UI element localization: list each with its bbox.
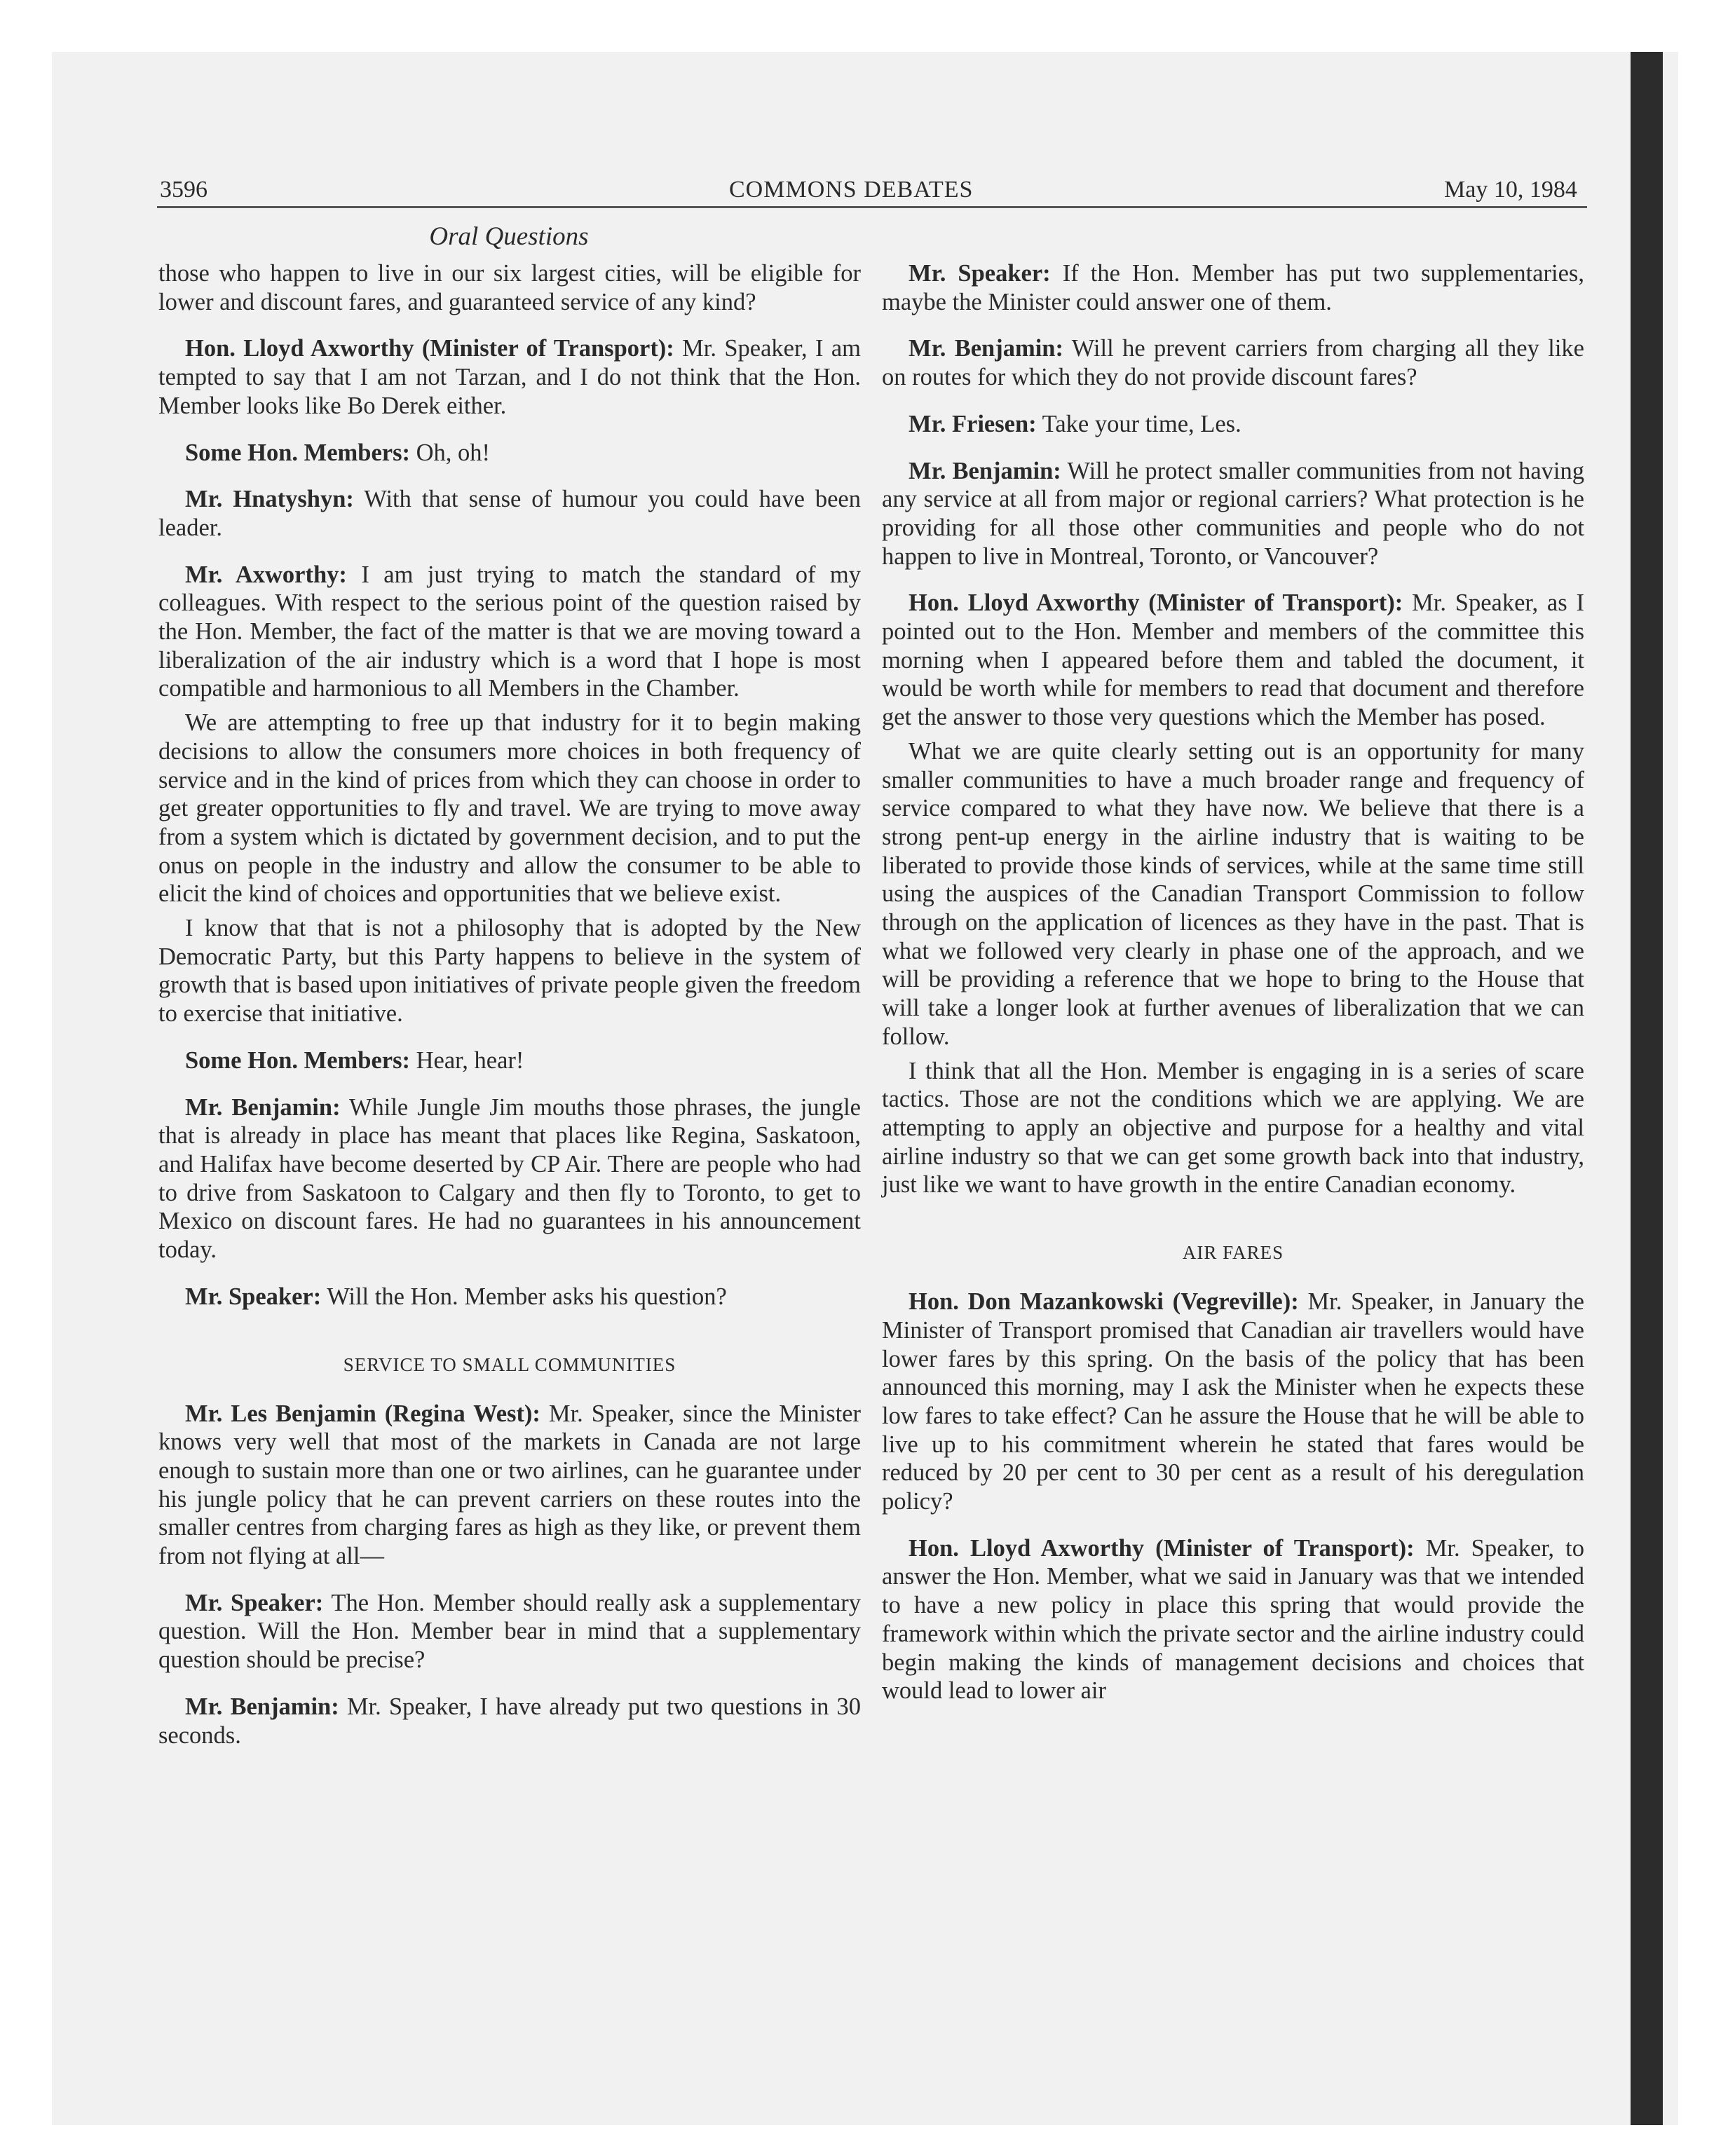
speaker-name: Hon. Lloyd Axworthy (Minister of Transport):	[909, 589, 1403, 617]
paragraph: Mr. Axworthy: I am just trying to match the standard of my colleagues. With respect to the serious point of the question raised by the Hon. Member, the fact of the matter is that we are moving toward a liberalization of the air industry which is a word that I hope is most compatible and harmonious to all Members in the Chamber.	[158, 561, 861, 702]
paragraph: Mr. Speaker: The Hon. Member should really ask a supplementary question. Will the Hon. Member bear in mind that a supplementary question should be precise?	[158, 1589, 862, 1674]
paragraph: What we are quite clearly setting out is an opportunity for many smaller communities to have a much broader range and frequency of service compared to what they have now. We believe that there is a strong pent-up energy in the airline industry that is waiting to be liberated to provide those kinds of services, while at the same time still using the auspices of the Canadian Transport Commission to follow through on the application of licences as they have in the past. That is what we followed very clearly in phase one of the approach, and we will be providing a reference that we hope to bring to the House that will take a longer look at further avenues of liberalization that we can follow.	[882, 737, 1584, 1050]
speaker-name: Mr. Speaker:	[185, 1283, 322, 1310]
speaker-name: Mr. Speaker:	[909, 260, 1051, 287]
speaker-name: Mr. Benjamin:	[909, 335, 1063, 362]
speaker-name: Mr. Benjamin:	[909, 457, 1061, 484]
paragraph: We are attempting to free up that industry for it to begin making decisions to allow the consumers more choices in both frequency of service and in the kind of prices from which they can choose in order to get greater opportunities to fly and travel. We are trying to move away from a system which is dictated by government decision, and to put the onus on people in the industry and allow the consumer to be able to elicit the kind of choices and opportunities that we believe exist.	[158, 709, 861, 908]
speaker-name: Hon. Lloyd Axworthy (Minister of Transport):	[185, 335, 674, 362]
header-rule	[157, 206, 1587, 208]
paragraph: Mr. Hnatyshyn: With that sense of humour you could have been leader.	[158, 486, 861, 541]
speaker-name: Mr. Speaker:	[185, 1589, 324, 1616]
speaker-name: Hon. Lloyd Axworthy (Minister of Transport):	[909, 1534, 1415, 1562]
paragraph: Hon. Don Mazankowski (Vegreville): Mr. Speaker, in January the Minister of Transport promised that Canadian air travellers would have lower fares by this spring. On the basis of the policy that has been announced this morning, may I ask the Minister when he expects these low fares to take effect? Can he assure the House that he will be able to live up to his commitment wherein he stated that fares would be reduced by 20 per cent to 30 per cent as a result of his deregulation policy?	[882, 1288, 1584, 1515]
paragraph: I think that all the Hon. Member is engaging in is a series of scare tactics. Those are not the conditions which we are applying. We are attempting to apply an objective and purpose for a healthy and vital airline industry so that we can get some growth back into that industry, just like we want to have growth in the entire Canadian economy.	[882, 1057, 1584, 1199]
speaker-name: Mr. Hnatyshyn:	[185, 486, 354, 513]
paragraph: Mr. Benjamin: Will he prevent carriers from charging all they like on routes for which they do not provide discount fares?	[882, 335, 1584, 391]
speaker-name: Some Hon. Members:	[185, 439, 410, 466]
section-title: Oral Questions	[429, 222, 589, 251]
speaker-name: Hon. Don Mazankowski (Vegreville):	[909, 1288, 1299, 1316]
paragraph: Mr. Benjamin: While Jungle Jim mouths those phrases, the jungle that is already in place has meant that places like Regina, Saskatoon, and Halifax have become deserted by CP Air. There are people who had to drive from Saskatoon to Calgary and then fly to Toronto, to get to Mexico on discount fares. He had no guarantees in his announcement today.	[158, 1093, 861, 1264]
speaker-name: Some Hon. Members:	[185, 1046, 410, 1074]
paragraph: Hon. Lloyd Axworthy (Minister of Transport): Mr. Speaker, I am tempted to say that I am not Tarzan, and I do not think that the Hon. Member looks like Bo Derek either.	[158, 335, 861, 419]
paragraph: Mr. Les Benjamin (Regina West): Mr. Speaker, since the Minister knows very well that most of the markets in Canada are not large enough to sustain more than one or two airlines, can he guarantee under his jungle policy that he can prevent carriers on these routes into the smaller centres from charging fares as high as they like, or prevent them from not flying at all—	[158, 1400, 861, 1570]
page-date: May 10, 1984	[1444, 177, 1577, 203]
right-column	[882, 259, 1584, 1724]
paragraph: I know that that is not a philosophy that is adopted by the New Democratic Party, but this Party happens to believe in the system of growth that is based upon initiatives of private people given the freedom to exercise that initiative.	[158, 915, 861, 1028]
page-number: 3596	[160, 177, 207, 203]
paragraph: Mr. Friesen: Take your time, Les.	[909, 410, 1241, 437]
paragraph: Mr. Speaker: If the Hon. Member has put two supplementaries, maybe the Minister could answer one of them.	[882, 260, 1584, 315]
paragraph: Mr. Speaker: Will the Hon. Member asks his question?	[185, 1283, 727, 1310]
speaker-name: Mr. Axworthy:	[185, 561, 347, 588]
speaker-name: Mr. Les Benjamin (Regina West):	[185, 1400, 540, 1427]
paragraph: Mr. Benjamin: Mr. Speaker, I have already put two questions in 30 seconds.	[158, 1693, 861, 1749]
binding-edge	[1631, 52, 1663, 2125]
paragraph: Mr. Benjamin: Will he protect smaller communities from not having any service at all from major or regional carriers? What protection is he providing for all those other communities and people who do not happen to live in Montreal, Toronto, or Vancouver?	[882, 457, 1585, 570]
publication-title: COMMONS DEBATES	[729, 177, 974, 203]
paragraph: Some Hon. Members: Hear, hear!	[185, 1046, 524, 1074]
left-column	[158, 259, 861, 1768]
speaker-name: Mr. Friesen:	[909, 410, 1037, 437]
paragraph: Some Hon. Members: Oh, oh!	[185, 439, 491, 466]
subheading: AIR FARES	[1182, 1242, 1284, 1264]
subheading: SERVICE TO SMALL COMMUNITIES	[343, 1353, 676, 1375]
speaker-name: Mr. Benjamin:	[185, 1693, 339, 1720]
speaker-name: Mr. Benjamin:	[185, 1093, 341, 1121]
paragraph: those who happen to live in our six largest cities, will be eligible for lower and discount fares, and guaranteed service of any kind?	[158, 260, 861, 315]
paragraph: Hon. Lloyd Axworthy (Minister of Transport): Mr. Speaker, to answer the Hon. Member, what we said in January was that we intended to have a new policy in place this spring that would provide the framework within which the private sector and the airline industry could begin making the kinds of management decisions and choices that would lead to lower air	[882, 1534, 1584, 1705]
paragraph: Hon. Lloyd Axworthy (Minister of Transport): Mr. Speaker, as I pointed out to the Hon. Member and members of the committee this morning when I appeared before them and tabled the document, it would be worth while for members to read that document and therefore get the answer to those very questions which the Member has posed.	[882, 589, 1584, 731]
